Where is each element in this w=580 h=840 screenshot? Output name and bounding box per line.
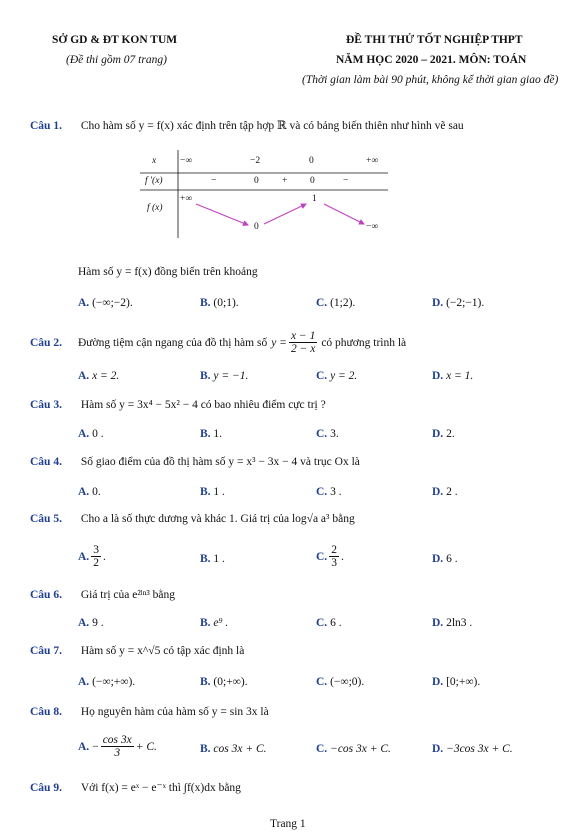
question-stem-pre: Đường tiệm cận ngang của đồ thị hàm số — [77, 336, 268, 349]
option-a[interactable]: A. $\frac{3}{2}$ . — [78, 544, 106, 570]
vt-x-2: 0 — [309, 156, 314, 166]
function-fraction — [289, 330, 317, 355]
option-a[interactable]: A. − $\frac{\cos 3x}{3}$ + C. — [78, 734, 157, 760]
question-8-options — [78, 734, 528, 768]
function-lhs: y = — [271, 336, 287, 349]
option-a[interactable]: A. x = 2. — [78, 370, 120, 382]
question-5 — [30, 513, 355, 525]
option-b[interactable]: B. cos 3x + C. — [200, 743, 267, 755]
option-c[interactable]: C. 6 . — [316, 617, 342, 629]
option-d[interactable]: D. 6 . — [432, 553, 458, 565]
vt-x-3: +∞ — [366, 156, 379, 166]
vt-f-start: +∞ — [180, 194, 193, 204]
vt-f-max: 1 — [312, 194, 317, 204]
question-label: Câu 9. — [30, 782, 62, 794]
page-count-note: (Đề thi gồm 07 trang) — [66, 54, 167, 66]
variation-table — [140, 148, 400, 240]
question-stem: Hàm số y = 3x⁴ − 5x² − 4 có bao nhiêu điểm cực trị ? — [80, 399, 326, 411]
vt-f-label: f (x) — [147, 203, 163, 213]
option-a[interactable]: A. 0 . — [78, 428, 104, 440]
question-label: Câu 8. — [30, 706, 62, 718]
page-number: Trang 1 — [270, 818, 306, 830]
option-c[interactable]: C. 3 . — [316, 486, 342, 498]
question-label: Câu 7. — [30, 645, 62, 657]
option-d[interactable]: D. −3cos 3x + C. — [432, 743, 513, 755]
question-stem-post: có phương trình là — [321, 336, 407, 349]
question-9 — [30, 780, 241, 794]
vt-sign-0: − — [211, 176, 217, 186]
vt-x-0: −∞ — [180, 156, 193, 166]
option-b[interactable]: B. 1 . — [200, 486, 225, 498]
option-a[interactable]: A. (−∞;−2). — [78, 297, 133, 309]
option-d[interactable]: D. 2 . — [432, 486, 458, 498]
arrow-down-1 — [196, 204, 248, 225]
option-a[interactable]: A. 0. — [78, 486, 101, 498]
option-d[interactable]: D. x = 1. — [432, 370, 474, 382]
question-stem: Cho a là số thực dương và khác 1. Giá trị của log√a a³ bằng — [80, 513, 355, 525]
question-label: Câu 5. — [30, 513, 62, 525]
exam-title: ĐỀ THI THỬ TỐT NGHIỆP THPT — [346, 34, 523, 46]
question-5-options — [78, 544, 528, 578]
option-c[interactable]: C. (1;2). — [316, 297, 356, 309]
vt-f-end: −∞ — [366, 222, 379, 232]
vt-fprime-label: f '(x) — [145, 176, 163, 186]
question-1-prompt: Hàm số y = f(x) đồng biến trên khoảng — [78, 266, 258, 278]
vt-sign-4: − — [343, 176, 349, 186]
question-stem: Họ nguyên hàm của hàm số y = sin 3x là — [80, 706, 269, 718]
question-label: Câu 4. — [30, 456, 62, 468]
question-stem: Với f(x) = eˣ − e⁻ˣ thì ∫f(x)dx bằng — [80, 782, 241, 794]
question-stem: Cho hàm số y = f(x) xác định trên tập hợp ℝ và có bảng biến thiên như hình vẽ sau — [80, 120, 464, 132]
question-stem: Hàm số y = x^√5 có tập xác định là — [80, 645, 245, 657]
question-label: Câu 6. — [30, 589, 62, 601]
option-d[interactable]: D. (−2;−1). — [432, 297, 485, 309]
option-c[interactable]: C. (−∞;0). — [316, 676, 365, 688]
question-label: Câu 3. — [30, 399, 62, 411]
exam-year-subject: NĂM HỌC 2020 – 2021. MÔN: TOÁN — [336, 54, 527, 66]
vt-x-label: x — [152, 156, 157, 166]
question-2 — [30, 330, 406, 355]
question-stem: Giá trị của e²ˡⁿ³ bằng — [80, 589, 175, 601]
option-c[interactable]: C. −cos 3x + C. — [316, 743, 391, 755]
question-4 — [30, 456, 360, 468]
question-6 — [30, 589, 175, 601]
option-d[interactable]: D. [0;+∞). — [432, 676, 481, 688]
question-label: Câu 2. — [30, 336, 62, 349]
option-d[interactable]: D. 2ln3 . — [432, 617, 473, 629]
question-7 — [30, 645, 244, 657]
fraction-denominator: 2 − x — [290, 343, 316, 356]
option-c[interactable]: C. $\frac{2}{3}$ . — [316, 544, 344, 570]
fraction-numerator: x − 1 — [290, 330, 316, 342]
option-c[interactable]: C. 3. — [316, 428, 339, 440]
option-b[interactable]: B. 1. — [200, 428, 223, 440]
option-a[interactable]: A. 9 . — [78, 617, 104, 629]
option-a[interactable]: A. (−∞;+∞). — [78, 676, 136, 688]
option-b[interactable]: B. y = −1. — [200, 370, 249, 382]
option-c[interactable]: C. y = 2. — [316, 370, 358, 382]
question-3 — [30, 399, 326, 411]
arrow-down-2 — [324, 204, 364, 224]
question-1 — [30, 118, 464, 132]
vt-sign-2: + — [282, 176, 288, 186]
question-8 — [30, 706, 269, 718]
school-name: SỞ GD & ĐT KON TUM — [52, 34, 178, 46]
question-label: Câu 1. — [30, 120, 62, 132]
vt-sign-1: 0 — [254, 176, 259, 186]
exam-time-note: (Thời gian làm bài 90 phút, không kể thời gian giao đề) — [302, 74, 559, 86]
option-b[interactable]: B. (0;1). — [200, 297, 239, 309]
arrow-up — [264, 204, 306, 224]
vt-sign-3: 0 — [310, 176, 315, 186]
question-stem: Số giao điểm của đồ thị hàm số y = x³ − 3x − 4 và trục Ox là — [80, 456, 360, 468]
vt-x-1: −2 — [250, 156, 261, 166]
vt-f-min: 0 — [254, 222, 259, 232]
option-d[interactable]: D. 2. — [432, 428, 455, 440]
option-b[interactable]: B. (0;+∞). — [200, 676, 248, 688]
option-b[interactable]: B. e⁹ . — [200, 617, 229, 629]
option-b[interactable]: B. 1 . — [200, 553, 225, 565]
